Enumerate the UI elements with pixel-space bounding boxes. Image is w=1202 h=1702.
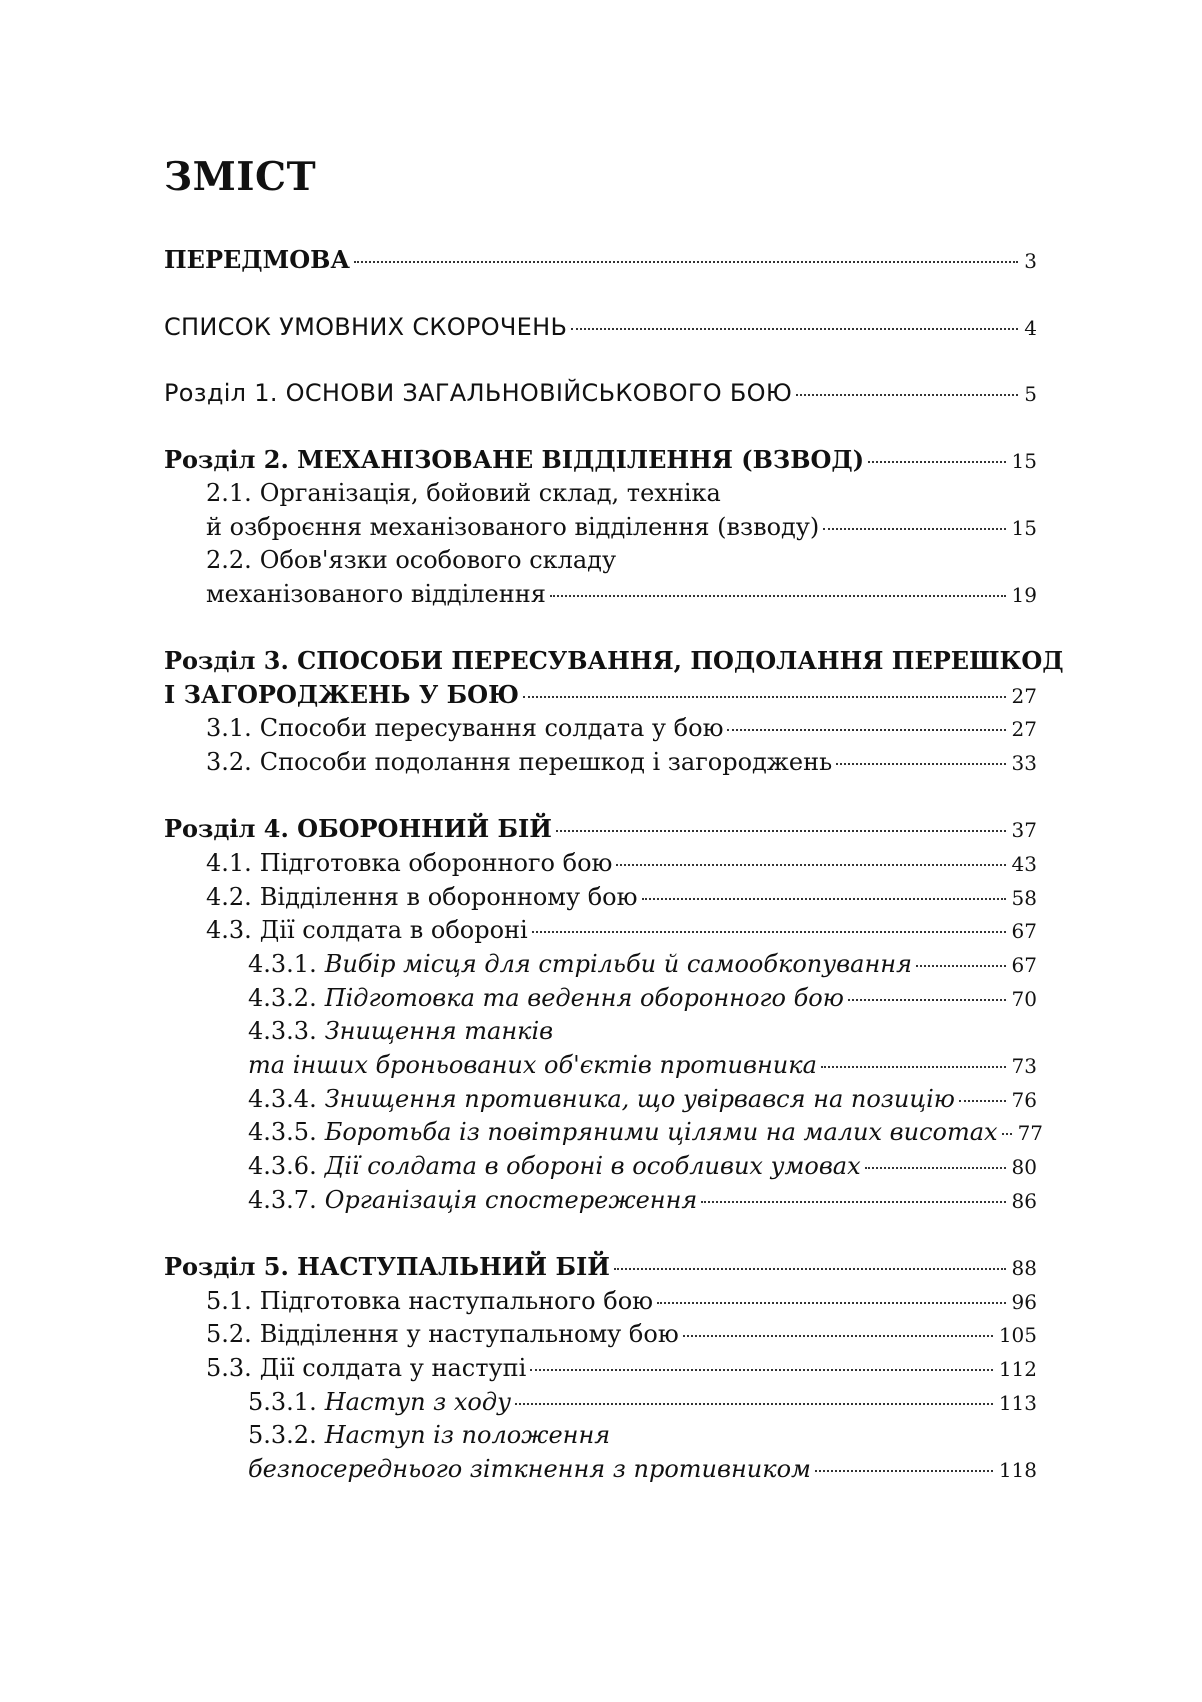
toc-entry-5-1[interactable] [164, 1284, 1037, 1319]
toc-entry-title: Підготовка та ведення оборонного бою [324, 984, 844, 1012]
toc-entry-number: 5.1. [206, 1287, 252, 1315]
toc-entry-title: Дії солдата у наступі [259, 1354, 527, 1382]
dot-leader [868, 461, 1005, 463]
dot-leader [523, 696, 1006, 698]
toc-entry-4-2[interactable] [164, 880, 1037, 915]
dot-leader [571, 328, 1018, 330]
toc-entry-number: 4.3.2. [248, 984, 317, 1012]
toc-entry-title-line1: Наступ із положення [324, 1421, 611, 1449]
toc-page-number: 27 [1011, 684, 1037, 708]
toc-entry-title: Розділ 4. ОБОРОННИЙ БІЙ [164, 814, 552, 843]
toc-page-number: 37 [1011, 818, 1037, 842]
toc-entry-number: 4.3.7. [248, 1186, 317, 1214]
dot-leader [683, 1335, 993, 1337]
dot-leader [727, 729, 1005, 731]
toc-entry-section-3[interactable] [164, 644, 1064, 713]
toc-entry-number: 4.3.1. [248, 950, 317, 978]
toc-entry-title-line1: Знищення танків [324, 1017, 554, 1045]
toc-entry-number: 4.2. [206, 883, 252, 911]
toc-entry-number: 4.3. [206, 916, 252, 944]
toc-entry-title: Відділення у наступальному бою [259, 1320, 679, 1348]
toc-entry-5-3-1[interactable] [164, 1385, 1037, 1420]
toc-entry-2-2[interactable] [164, 543, 1037, 612]
dot-leader [642, 898, 1006, 900]
dot-leader [657, 1302, 1006, 1304]
toc-entry-title-line2: І ЗАГОРОДЖЕНЬ У БОЮ [164, 680, 519, 709]
toc-entry-section-4[interactable] [164, 812, 1037, 847]
toc-entry-number: 4.1. [206, 849, 252, 877]
toc-entry-5-3[interactable] [164, 1351, 1037, 1386]
toc-entry-title: ПЕРЕДМОВА [164, 245, 350, 274]
dot-leader [616, 864, 1005, 866]
dot-leader [815, 1470, 993, 1472]
toc-page-number: 15 [1011, 449, 1037, 473]
toc-entry-title: Боротьба із повітряними цілями на малих висотах [324, 1118, 998, 1146]
dot-leader [823, 528, 1005, 530]
toc-entry-5-3-2[interactable] [164, 1418, 1037, 1487]
toc-entry-section-1[interactable] [164, 376, 1037, 411]
toc-entry-number: 4.3.6. [248, 1152, 317, 1180]
dot-leader [701, 1201, 1005, 1203]
toc-page-number: 3 [1024, 249, 1037, 273]
toc-entry-section-2[interactable] [164, 443, 1037, 478]
toc-page-number: 67 [1011, 953, 1037, 977]
dot-leader [959, 1100, 1006, 1102]
toc-entry-title: Розділ 5. НАСТУПАЛЬНИЙ БІЙ [164, 1252, 610, 1281]
toc-page-number: 113 [998, 1391, 1037, 1415]
toc-entry-title: Підготовка оборонного бою [259, 849, 613, 877]
toc-entry-number: 3.2. [206, 748, 252, 776]
toc-entry-title: СПИСОК УМОВНИХ СКОРОЧЕНЬ [164, 313, 568, 341]
dot-leader [556, 830, 1006, 832]
toc-page-number: 70 [1011, 987, 1037, 1011]
toc-entry-4-3-5[interactable] [164, 1115, 1044, 1150]
dot-leader [821, 1066, 1006, 1068]
toc-entry-number: 4.3.3. [248, 1017, 317, 1045]
toc-page-number: 73 [1011, 1054, 1037, 1078]
page-title: ЗМІСТ [164, 154, 317, 200]
toc-entry-title: Організація спостереження [324, 1186, 698, 1214]
toc-entry-3-2[interactable] [164, 745, 1037, 780]
toc-entry-title: Наступ з ходу [324, 1388, 511, 1416]
toc-entry-number: 2.1. [206, 479, 252, 507]
toc-entry-abbreviations[interactable] [164, 310, 1037, 345]
dot-leader [530, 1369, 993, 1371]
dot-leader [354, 261, 1018, 263]
toc-entry-4-1[interactable] [164, 846, 1037, 881]
dot-leader [865, 1167, 1006, 1169]
toc-page-number: 77 [1017, 1121, 1044, 1145]
toc-entry-title-line2: та інших броньованих об'єктів противника [248, 1051, 817, 1079]
dot-leader [916, 965, 1006, 967]
dot-leader [515, 1403, 993, 1405]
toc-entry-number: 3.1. [206, 714, 252, 742]
toc-entry-number: 5.3.1. [248, 1388, 317, 1416]
toc-entry-title: Способи подолання перешкод і загороджень [259, 748, 833, 776]
toc-page-number: 118 [998, 1458, 1037, 1482]
toc-entry-number: 2.2. [206, 546, 252, 574]
toc-page-number: 4 [1024, 316, 1037, 340]
toc-entry-preface[interactable] [164, 243, 1037, 278]
toc-page-number: 96 [1011, 1290, 1037, 1314]
dot-leader [848, 999, 1006, 1001]
dot-leader [532, 931, 1006, 933]
toc-entry-5-2[interactable] [164, 1317, 1037, 1352]
dot-leader [550, 595, 1006, 597]
toc-page-number: 80 [1011, 1155, 1037, 1179]
toc-page-number: 76 [1011, 1088, 1037, 1112]
toc-page-number: 88 [1011, 1256, 1037, 1280]
toc-entry-section-5[interactable] [164, 1250, 1037, 1285]
toc-page-number: 43 [1011, 852, 1037, 876]
toc-page-number: 105 [998, 1323, 1037, 1347]
toc-entry-title: Дії солдата в обороні [259, 916, 528, 944]
toc-entry-title: Розділ 2. МЕХАНІЗОВАНЕ ВІДДІЛЕННЯ (ВЗВОД) [164, 445, 865, 474]
toc-entry-title-line2: безпосереднього зіткнення з противником [248, 1455, 811, 1483]
toc-entry-2-1[interactable] [164, 476, 1037, 545]
toc-entry-title: Вибір місця для стрільби й самообкопування [324, 950, 912, 978]
toc-entry-4-3[interactable] [164, 913, 1037, 948]
toc-entry-title-line1: Обов'язки особового складу [259, 546, 617, 574]
toc-entry-4-3-2[interactable] [164, 981, 1037, 1016]
dot-leader [1002, 1133, 1012, 1135]
toc-page-number: 19 [1011, 583, 1037, 607]
toc-page-number: 5 [1024, 382, 1037, 406]
toc-entry-title: Підготовка наступального бою [259, 1287, 654, 1315]
toc-entry-3-1[interactable] [164, 711, 1037, 746]
toc-entry-4-3-1[interactable] [164, 947, 1037, 982]
toc-page-number: 112 [998, 1357, 1037, 1381]
toc-page-number: 15 [1011, 516, 1037, 540]
toc-entry-number: 5.3. [206, 1354, 252, 1382]
toc-page-number: 58 [1011, 886, 1037, 910]
toc-entry-number: 5.3.2. [248, 1421, 317, 1449]
toc-entry-number: 5.2. [206, 1320, 252, 1348]
toc-entry-4-3-7[interactable] [164, 1183, 1037, 1218]
toc-entry-number: 4.3.5. [248, 1118, 317, 1146]
toc-entry-number: 4.3.4. [248, 1085, 317, 1113]
toc-entry-title-line2: механізованого відділення [206, 580, 546, 608]
toc-entry-title: Дії солдата в обороні в особливих умовах [324, 1152, 861, 1180]
toc-entry-4-3-4[interactable] [164, 1082, 1037, 1117]
toc-entry-title-line2: й озброєння механізованого відділення (взводу) [206, 513, 820, 541]
toc-entry-title-line1: Організація, бойовий склад, техніка [259, 479, 721, 507]
dot-leader [796, 394, 1018, 396]
toc-page-number: 67 [1011, 919, 1037, 943]
toc-entry-title: Способи пересування солдата у бою [259, 714, 724, 742]
toc-entry-title: Розділ 1. ОСНОВИ ЗАГАЛЬНОВІЙСЬКОВОГО БОЮ [164, 379, 793, 407]
toc-page-number: 27 [1011, 717, 1037, 741]
toc-page-number: 33 [1011, 751, 1037, 775]
dot-leader [836, 763, 1005, 765]
toc-entry-title: Знищення противника, що увірвався на позицію [324, 1085, 955, 1113]
toc-entry-title-line1: Розділ 3. СПОСОБИ ПЕРЕСУВАННЯ, ПОДОЛАННЯ ПЕРЕШКОД [164, 646, 1064, 675]
toc-entry-4-3-6[interactable] [164, 1149, 1037, 1184]
dot-leader [614, 1268, 1006, 1270]
toc-page-number: 86 [1011, 1189, 1037, 1213]
toc-entry-4-3-3[interactable] [164, 1014, 1037, 1083]
toc-entry-title: Відділення в оборонному бою [259, 883, 638, 911]
